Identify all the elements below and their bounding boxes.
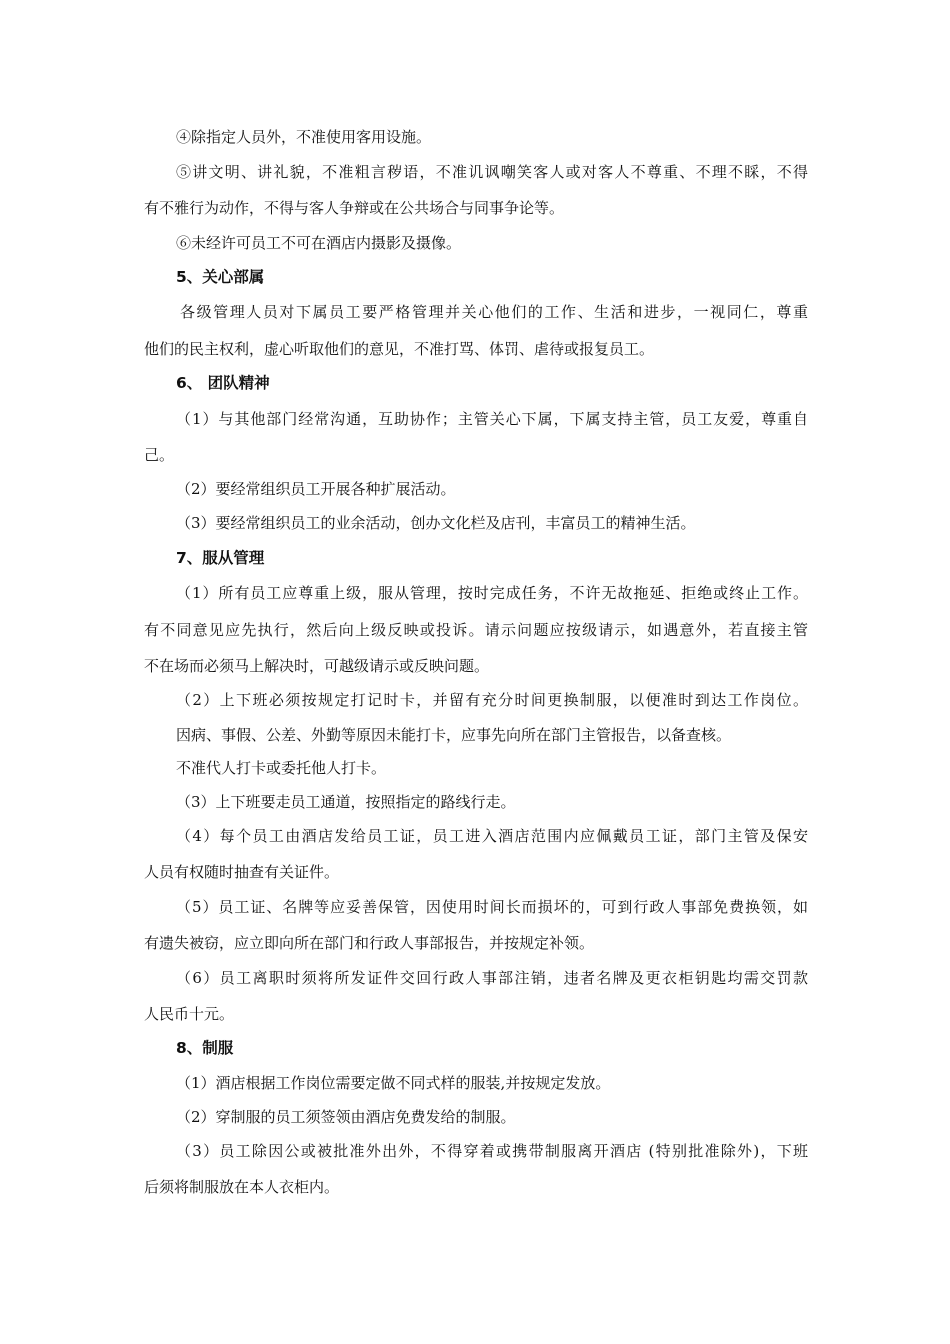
rule-item-6: ⑥未经许可员工不可在酒店内摄影及摄像。 bbox=[176, 234, 462, 252]
section-7-item-2-cont2: 不准代人打卡或委托他人打卡。 bbox=[176, 759, 387, 777]
section-7-item-4-cont: 人员有权随时抽查有关证件。 bbox=[144, 863, 340, 881]
section-7-item-6: （6）员工离职时须将所发证件交回行政人事部注销，违者名牌及更衣柜钥匙均需交罚款 bbox=[176, 969, 808, 987]
section-8-item-3: （3）员工除因公或被批准外出外，不得穿着或携带制服离开酒店 (特别批准除外)，下班 bbox=[176, 1142, 808, 1160]
section-7-item-1: （1）所有员工应尊重上级，服从管理，按时完成任务，不许无故拖延、拒绝或终止工作。 bbox=[176, 584, 808, 602]
section-7-item-5-cont: 有遗失被窃，应立即向所在部门和行政人事部报告，并按规定补领。 bbox=[144, 934, 595, 952]
section-7-item-4: （4）每个员工由酒店发给员工证，员工进入酒店范围内应佩戴员工证，部门主管及保安 bbox=[176, 827, 808, 845]
section-heading-7: 7、服从管理 bbox=[176, 549, 265, 567]
section-6-item-1: （1）与其他部门经常沟通，互助协作；主管关心下属，下属支持主管，员工友爱，尊重自 bbox=[176, 410, 808, 428]
section-6-item-1-cont: 己。 bbox=[144, 446, 175, 464]
section-5-paragraph-cont: 他们的民主权利，虚心听取他们的意见，不准打骂、体罚、虐待或报复员工。 bbox=[144, 340, 655, 358]
rule-item-5: ⑤讲文明、讲礼貌，不准粗言秽语，不准讥讽嘲笑客人或对客人不尊重、不理不睬，不得 bbox=[176, 163, 808, 181]
section-heading-6: 6、 团队精神 bbox=[176, 374, 270, 392]
rule-item-5-cont: 有不雅行为动作，不得与客人争辩或在公共场合与同事争论等。 bbox=[144, 199, 565, 217]
section-8-item-2: （2）穿制服的员工须签领由酒店免费发给的制服。 bbox=[176, 1108, 516, 1126]
section-5-paragraph: 各级管理人员对下属员工要严格管理并关心他们的工作、生活和进步，一视同仁，尊重 bbox=[180, 303, 808, 321]
rule-item-4: ④除指定人员外，不准使用客用设施。 bbox=[176, 128, 432, 146]
section-7-item-1-cont: 有不同意见应先执行，然后向上级反映或投诉。请示问题应按级请示，如遇意外，若直接主管 bbox=[144, 621, 808, 639]
section-8-item-3-cont: 后须将制服放在本人衣柜内。 bbox=[144, 1178, 340, 1196]
section-7-item-1-cont2: 不在场而必须马上解决时，可越级请示或反映问题。 bbox=[144, 657, 490, 675]
section-7-item-5: （5）员工证、名牌等应妥善保管，因使用时间长而损坏的，可到行政人事部免费换领，如 bbox=[176, 898, 808, 916]
section-7-item-3: （3）上下班要走员工通道，按照指定的路线行走。 bbox=[176, 793, 516, 811]
section-8-item-1: （1）酒店根据工作岗位需要定做不同式样的服装,并按规定发放。 bbox=[176, 1074, 611, 1092]
section-6-item-2: （2）要经常组织员工开展各种扩展活动。 bbox=[176, 480, 456, 498]
section-7-item-6-cont: 人民币十元。 bbox=[144, 1005, 235, 1023]
section-6-item-3: （3）要经常组织员工的业余活动，创办文化栏及店刊，丰富员工的精神生活。 bbox=[176, 514, 696, 532]
section-7-item-2-cont: 因病、事假、公差、外勤等原因未能打卡，应事先向所在部门主管报告，以备查核。 bbox=[176, 726, 732, 744]
section-7-item-2: （2）上下班必须按规定打记时卡，并留有充分时间更换制服，以便准时到达工作岗位。 bbox=[176, 691, 808, 709]
section-heading-8: 8、制服 bbox=[176, 1039, 234, 1057]
section-heading-5: 5、关心部属 bbox=[176, 268, 265, 286]
